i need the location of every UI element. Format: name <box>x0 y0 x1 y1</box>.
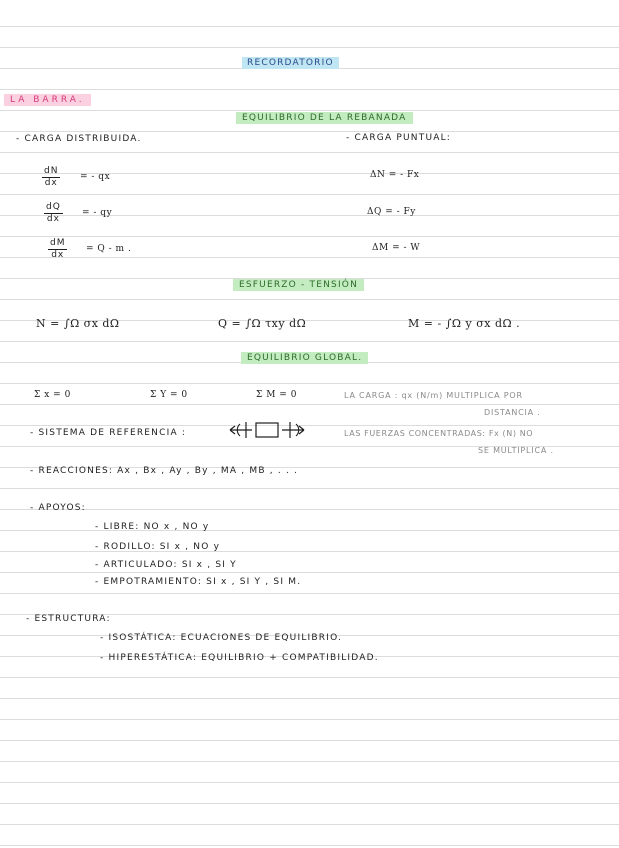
eq-dq-fraction: $\frac{dQ}{dx}$ <box>46 202 61 224</box>
eq-sum-x: Σ x = 0 <box>34 390 71 400</box>
apoyos-title: - APOYOS: <box>30 503 86 513</box>
apoyo-empotramiento: - EMPOTRAMIENTO: SI x , SI Y , SI M. <box>95 577 302 587</box>
eq-sum-y: Σ Y = 0 <box>150 390 188 400</box>
eq-dm-rhs: = Q - m . <box>86 244 132 254</box>
reacciones-line: - REACCIONES: Ax , Bx , Ay , By , MA , MB , . . . <box>30 466 299 476</box>
eq-dn-fraction: $\frac{dN}{dx}$ <box>44 166 59 188</box>
heading-equilibrio-global: EQUILIBRIO GLOBAL. <box>241 352 368 364</box>
heading-esfuerzo-tension: ESFUERZO - TENSIÓN <box>233 279 364 291</box>
apoyo-libre: - LIBRE: NO x , NO y <box>95 522 210 532</box>
eq-dn-rhs: = - qx <box>80 172 111 182</box>
carga-distribuida-title: - CARGA DISTRIBUIDA. <box>16 134 142 144</box>
eq-delta-q: ΔQ = - Fy <box>367 207 416 217</box>
estructura-hiperestatica: - HIPERESTÁTICA: EQUILIBRIO + COMPATIBILIDAD. <box>100 653 379 663</box>
note-fuerzas-line2: SE MULTIPLICA . <box>478 446 554 455</box>
heading-equilibrio-rebanada: EQUILIBRIO DE LA REBANADA <box>236 112 413 124</box>
sistema-referencia-label: - SISTEMA DE REFERENCIA : <box>30 428 187 438</box>
section-la-barra: LA BARRA. <box>4 94 91 106</box>
eq-delta-n: ΔN = - Fx <box>370 170 420 180</box>
carga-puntual-title: - CARGA PUNTUAL: <box>346 133 452 143</box>
eq-q-integral: Q = ∫Ω τxy dΩ <box>218 317 307 330</box>
estructura-title: - ESTRUCTURA: <box>26 614 111 624</box>
eq-n-integral: N = ∫Ω σx dΩ <box>36 317 120 330</box>
note-carga-line1: LA CARGA : qx (N/m) MULTIPLICA POR <box>344 391 523 400</box>
sign-convention-icon <box>226 418 310 442</box>
note-carga-line2: DISTANCIA . <box>484 408 541 417</box>
apoyo-rodillo: - RODILLO: SI x , NO y <box>95 542 221 552</box>
apoyo-articulado: - ARTICULADO: SI x , SI Y <box>95 560 237 570</box>
estructura-isostatica: - ISOSTÁTICA: ECUACIONES DE EQUILIBRIO. <box>100 633 343 643</box>
eq-sum-m: Σ M = 0 <box>256 390 297 400</box>
eq-m-integral: M = - ∫Ω y σx dΩ . <box>408 317 521 330</box>
page-title: RECORDATORIO <box>242 57 339 69</box>
eq-dq-rhs: = - qy <box>82 208 113 218</box>
eq-delta-m: ΔM = - W <box>372 243 421 253</box>
eq-dm-fraction: $\frac{dM}{dx}$ <box>50 238 66 260</box>
note-fuerzas-line1: LAS FUERZAS CONCENTRADAS: Fx (N) NO <box>344 429 534 438</box>
